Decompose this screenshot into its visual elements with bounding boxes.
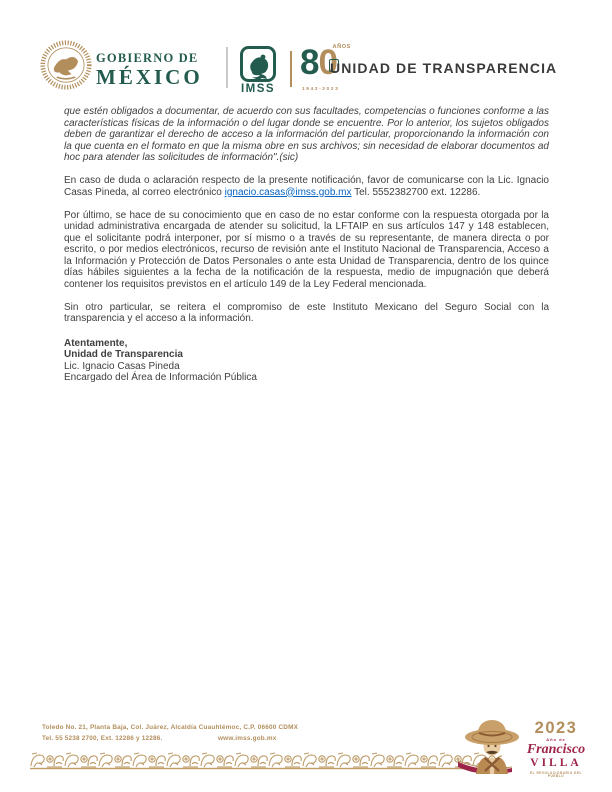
- villa-last-name: VILLA: [530, 757, 582, 769]
- footer-website: www.imss.gob.mx: [218, 734, 277, 742]
- villa-tagline: EL REVOLUCIONARIO DEL PUEBLO: [530, 771, 582, 779]
- wordmark-line1: GOBIERNO DE: [96, 51, 199, 65]
- wordmark-line2: MÉXICO: [96, 64, 203, 89]
- anniversary-digit-0: 0: [318, 43, 337, 82]
- signature-salutation: Atentamente,: [64, 337, 128, 349]
- signature-block: [64, 338, 549, 384]
- header-divider-gold: [290, 51, 292, 87]
- appeal-paragraph: Por último, se hace de su conocimiento que en caso de no estar conforme con la respuesta otorgada por la unidad administrativa encargada de atender su solicitud, la LFTAIP en sus artículos 147 y 148 establecen, que el solicitante podrá interponer, por sí mismo o a través de su representante, de manera directa o por escrito, o por medios electrónicos, recurso de revisión ante el Instituto Nacional de Transparencia, Acceso a la Información y Protección de Datos Personales o ante esta Unidad de Transparencia, dentro de los quince días hábiles siguientes a la fecha de la notificación de la respuesta, medio de impugnación que deberá contener los requisitos previstos en el artículo 149 de la Ley Federal mencionada.: [64, 209, 549, 290]
- signature-role: Encargado del Área de Información Pública: [64, 372, 257, 383]
- contact-text-after: Tel. 5552382700 ext. 12286.: [351, 186, 481, 198]
- imss-eagle-icon: [240, 46, 276, 82]
- signature-name: Lic. Ignacio Casas Pineda: [64, 360, 180, 372]
- signature-unit: Unidad de Transparencia: [64, 349, 183, 360]
- closing-paragraph: Sin otro particular, se reitera el compromiso de este Instituto Mexicano del Seguro Social con la transparencia y el acceso a la información.: [64, 301, 549, 324]
- email-link[interactable]: ignacio.casas@imss.gob.mx: [224, 186, 352, 198]
- header-divider: [226, 47, 228, 88]
- imss-logo: [238, 46, 278, 95]
- aztec-pattern-band: [30, 752, 502, 771]
- gobierno-de-mexico-wordmark: [96, 52, 203, 88]
- page-title: UNIDAD DE TRANSPARENCIA: [330, 60, 558, 76]
- anniversary-anos-label: AÑOS: [332, 44, 351, 50]
- villa-first-name: Francisco: [526, 742, 586, 757]
- villa-text-block: [524, 720, 588, 778]
- quote-paragraph: que estén obligados a documentar, de acuerdo con sus facultades, competencias o funciones conforme a las características físicas de la información o del lugar donde se encuentre. Por lo anterior, los sujetos obligados deben de garantizar el derecho de acceso a la información del particular, proporcionando la información con la que cuenta en el formato en que la misma obre en sus archivos; sin necesidad de elaborar documentos ad hoc para atender las solicitudes de información".(sic): [64, 106, 549, 163]
- contact-text-before: En caso de duda o aclaración respecto de la presente notificación, favor de comunicarse con la Lic. Ignacio Casas Pineda, al correo electrónico: [64, 175, 549, 198]
- contact-paragraph: [64, 175, 549, 198]
- footer-phone: Tel. 55 5238 2700, Ext. 12286 y 12286.: [42, 734, 163, 742]
- villa-portrait-icon: [458, 714, 530, 782]
- villa-ano-de: Año de: [546, 737, 566, 742]
- villa-year: 2023: [534, 719, 578, 737]
- francisco-villa-2023-logo: [458, 712, 590, 786]
- footer-address: Toledo No. 21, Planta Baja, Col. Juárez, Alcaldía Cuauhtémoc, C.P. 06600 CDMX: [42, 724, 299, 731]
- anniversary-digit-8: 8: [300, 43, 319, 82]
- mexico-eagle-seal-icon: [40, 39, 92, 91]
- anniversary-year-range: 1943-2023: [302, 87, 340, 92]
- letter-body: [64, 106, 549, 384]
- imss-label: IMSS: [240, 83, 276, 95]
